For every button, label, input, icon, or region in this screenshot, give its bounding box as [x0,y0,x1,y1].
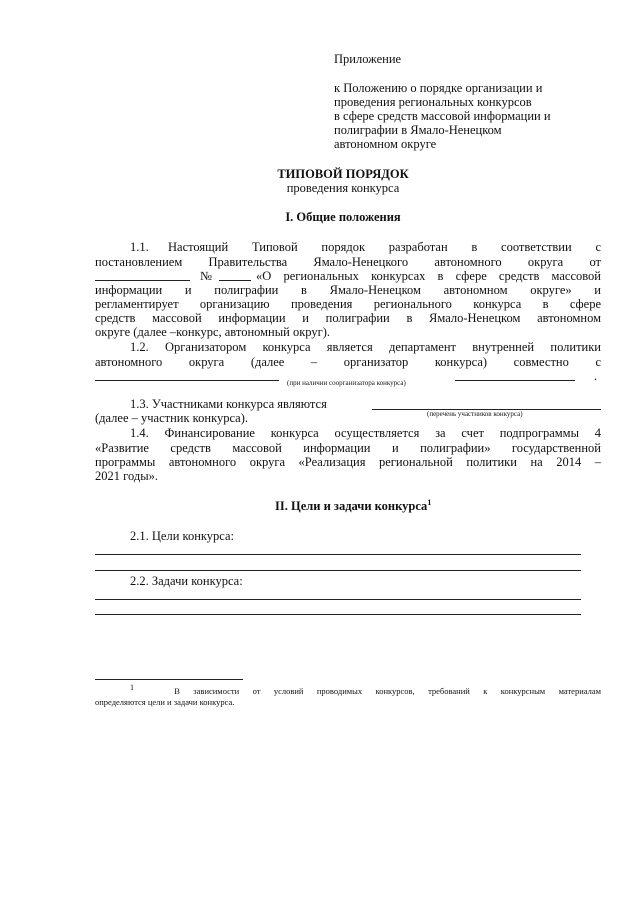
section-1-title: I. Общие положения [285,210,401,224]
p13-line-2: (далее – участник конкурса). [95,411,248,425]
p12-line-2: автономного округа (далее – организатор конкурса) совместно с [95,355,601,369]
goals-blank-1[interactable] [95,554,581,555]
p14-line-1: 1.4. Финансирование конкурса осуществляется за счет подпрограммы 4 [130,426,601,440]
p12-line-3-end: . [594,369,598,383]
appendix-line-3: в сфере средств массовой информации и [334,109,551,123]
participants-hint: (перечень участников конкурса) [427,410,523,418]
footnote-ref: 1 [427,497,432,507]
decree-number-blank [219,280,251,281]
section-2-title [275,499,431,513]
tasks-blank-1[interactable] [95,599,581,600]
appendix-line-4: полиграфии в Ямало-Ненецком [334,123,502,137]
document-title: ТИПОВОЙ ПОРЯДОК [277,167,409,181]
p11-line-6: средств массовой информации и полиграфии в Ямало-Ненецком автономном [95,311,601,325]
co-organizer-blank-right [455,380,575,381]
appendix-line-2: проведения региональных конкурсов [334,95,532,109]
goals-label: 2.1. Цели конкурса: [130,529,234,543]
p14-line-2: «Развитие средств массовой информации и полиграфии» государственной [95,441,601,455]
appendix-line-1: к Положению о порядке организации и [334,81,543,95]
p11-line-4: информации и полиграфии в Ямало-Ненецком автономном округе» и [95,283,601,297]
goals-blank-2[interactable] [95,570,581,571]
co-organizer-hint: (при наличии соорганизатора конкурса) [287,379,406,387]
p14-line-3: программы автономного округа «Реализация региональной политики на 2014 – [95,455,601,469]
p11-line-2: постановлением Правительства Ямало-Ненецкого автономного округа от [95,255,601,269]
p11-number-sign: № [200,269,212,283]
p13-line-1: 1.3. Участниками конкурса являются [130,397,327,411]
footnote-separator [95,679,243,680]
p11-number: 1.1. [130,240,149,254]
footnote-line-2: определяются цели и задачи конкурса. [95,697,235,707]
tasks-label: 2.2. Задачи конкурса: [130,574,243,588]
co-organizer-blank-left [95,380,279,381]
appendix-line-5: автономном округе [334,137,437,151]
p12-line-1: 1.2. Организатором конкурса является департамент внутренней политики [130,340,601,354]
p11-line-3: «О региональных конкурсах в сфере средств массовой [256,269,601,283]
footnote-mark: 1 [130,683,134,693]
p11-line-1: Настоящий Типовой порядок разработан в соответствии с [168,240,601,254]
p14-line-4: 2021 годы». [95,469,158,483]
tasks-blank-2[interactable] [95,614,581,615]
document-subtitle: проведения конкурса [286,181,400,195]
p11-line-7: округе (далее –конкурс, автономный округ). [95,325,331,339]
footnote-line-1 [130,683,601,697]
footnote-line-1-text: В зависимости от условий проводимых конкурсов, требований к конкурсным материалам [174,686,601,696]
decree-date-blank [95,280,190,281]
section-2-title-text: II. Цели и задачи конкурса [275,499,428,513]
appendix-title: Приложение [334,52,402,66]
p11-line-5: регламентирует организацию проведения регионального конкурса в сфере [95,297,601,311]
